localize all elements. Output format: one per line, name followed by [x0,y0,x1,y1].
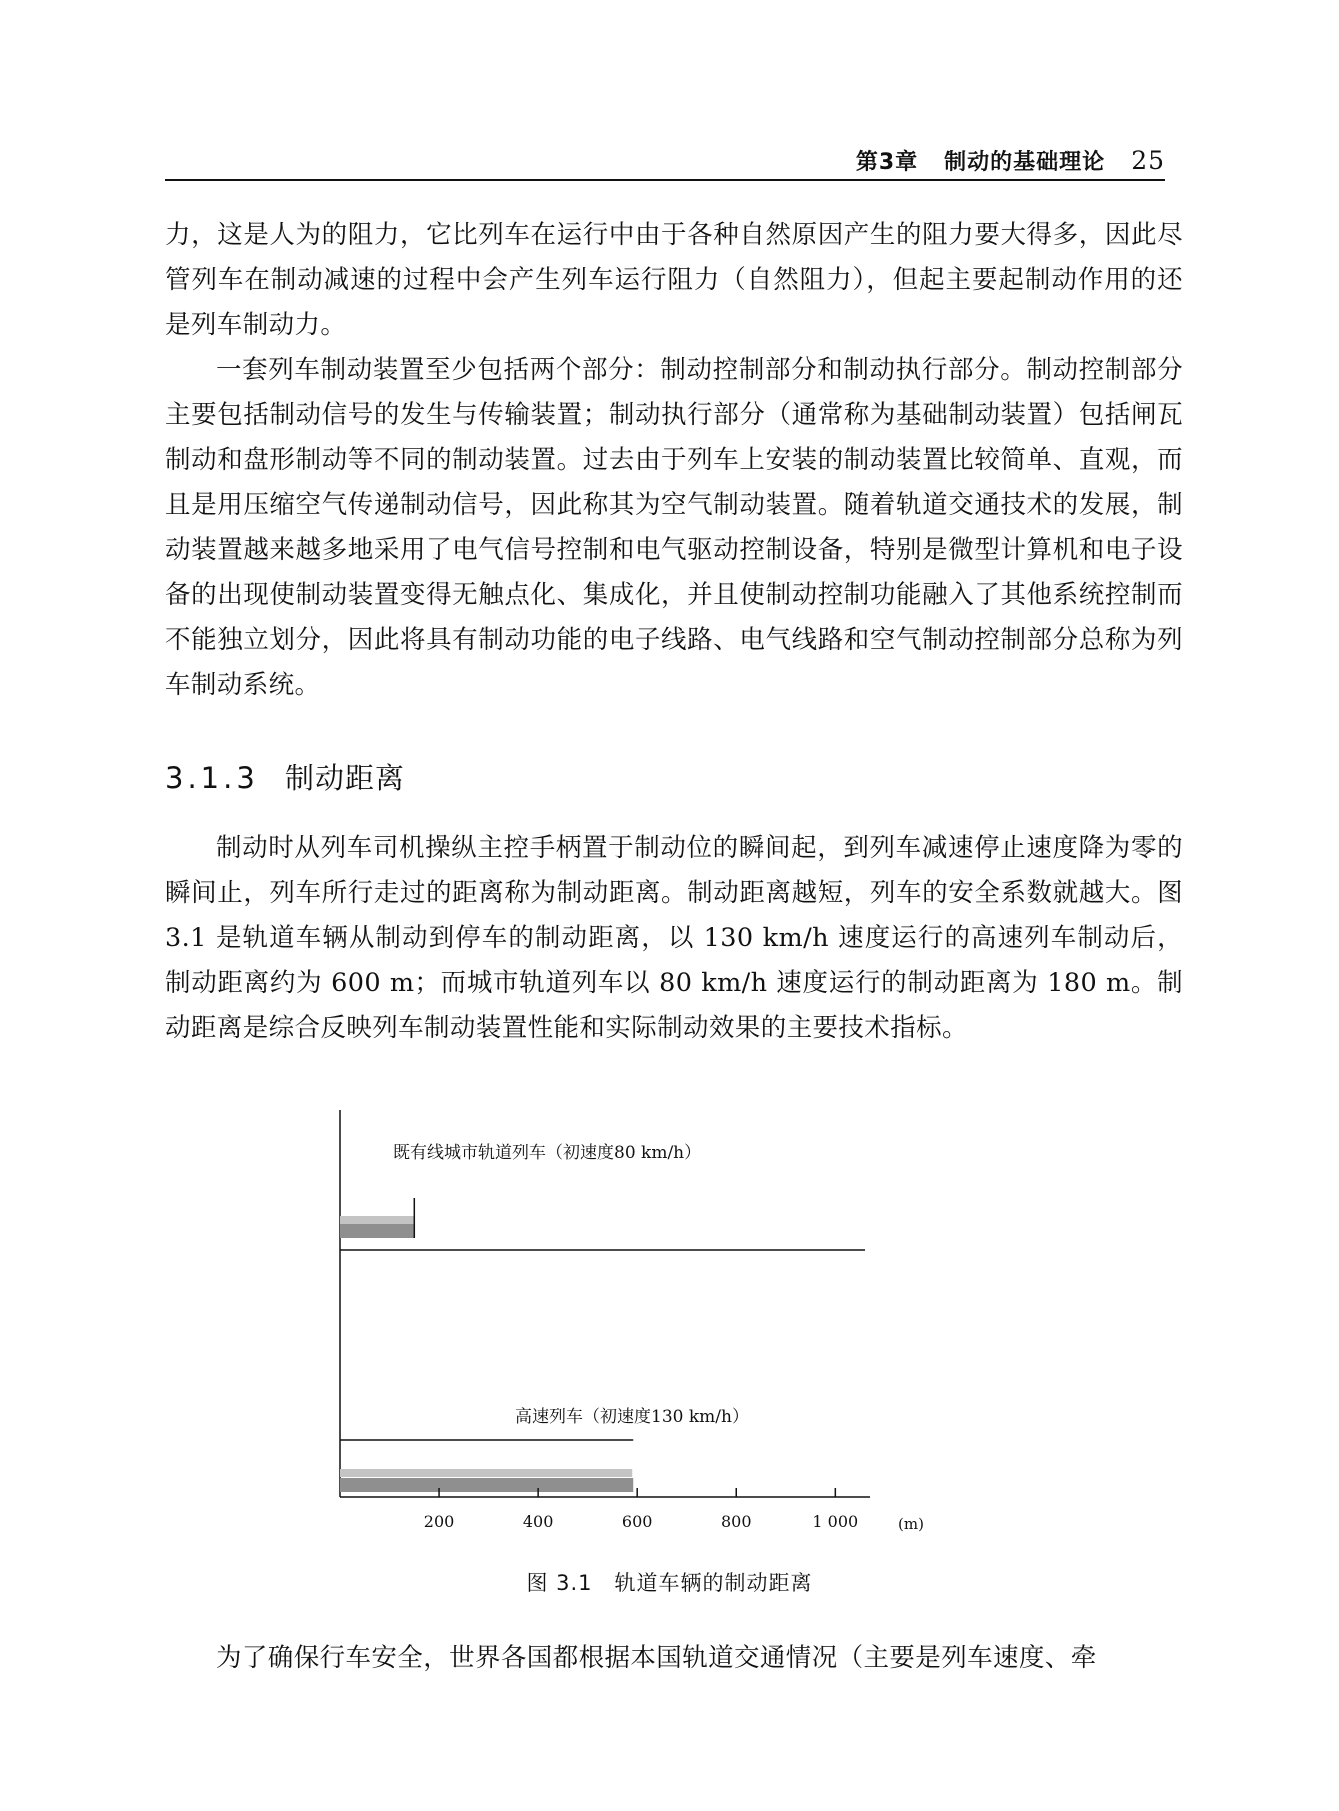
chapter-title: 制动的基础理论 [944,150,1106,175]
paragraph-continued [165,213,1183,348]
braking-distance-chart [290,1110,1050,1560]
paragraph-braking-distance [165,826,1183,1051]
section-title: 制动距离 [285,761,406,795]
paragraph-text: 为了确保行车安全，世界各国都根据本国轨道交通情况（主要是列车速度、牵 [216,1643,1097,1673]
paragraph-text: 力，这是人为的阻力，它比列车在运行中由于各种自然原因产生的阻力要大得多，因此尽管列车在制动减速的过程中会产生列车运行阻力（自然阻力），但起主要起制动作用的还是列车制动力。 [165,220,1183,340]
x-tick-label: 800 [720,1512,752,1531]
bar-dark [340,1478,633,1492]
x-tick-label: 600 [621,1512,653,1531]
category-label: 高速列车（初速度130 km/h） [515,1407,749,1427]
x-tick-label: 200 [423,1512,455,1531]
figure-braking-distance [290,1110,1050,1560]
x-tick-label: 400 [522,1512,554,1531]
page-header [165,137,1165,181]
paragraph-text: 制动时从列车司机操纵主控手柄置于制动位的瞬间起，到列车减速停止速度降为零的瞬间止，列车所行走过的距离称为制动距离。制动距离越短，列车的安全系数就越大。图 3.1 是轨道车辆从制动到停车的制动距离，以 130 km/h 速度运行的高速列车制动后，制动距离约为 600 m；而城市轨道列车以 80 km/h 速度运行的制动距离为 180 m。制动距离是综合反映列车制动装置性能和实际制动效果的主要技术指标。 [165,833,1183,1043]
x-axis-label: (m) [898,1515,924,1533]
page-number: 25 [1131,146,1165,175]
section-heading [165,756,405,797]
figure-caption [0,1567,1339,1597]
figure-number: 图 3.1 [526,1571,593,1595]
paragraph-safety [165,1636,1183,1681]
x-tick-label: 1 000 [812,1512,859,1531]
paragraph-brake-system [165,348,1183,708]
bar-dark [340,1224,414,1238]
header-rule [165,179,1165,181]
bar-light [340,1216,414,1224]
figure-caption-text: 轨道车辆的制动距离 [614,1571,813,1595]
section-number: 3.1.3 [165,761,259,795]
running-head [856,145,1165,176]
category-label: 既有线城市轨道列车（初速度80 km/h） [393,1143,702,1163]
paragraph-text: 一套列车制动装置至少包括两个部分：制动控制部分和制动执行部分。制动控制部分主要包括制动信号的发生与传输装置；制动执行部分（通常称为基础制动装置）包括闸瓦制动和盘形制动等不同的制动装置。过去由于列车上安装的制动装置比较简单、直观，而且是用压缩空气传递制动信号，因此称其为空气制动装置。随着轨道交通技术的发展，制动装置越来越多地采用了电气信号控制和电气驱动控制设备，特别是微型计算机和电子设备的出现使制动装置变得无触点化、集成化，并且使制动控制功能融入了其他系统控制而不能独立划分，因此将具有制动功能的电子线路、电气线路和空气制动控制部分总称为列车制动系统。 [165,355,1183,700]
chapter-label: 第3章 [855,150,919,175]
bar-light [340,1469,632,1477]
